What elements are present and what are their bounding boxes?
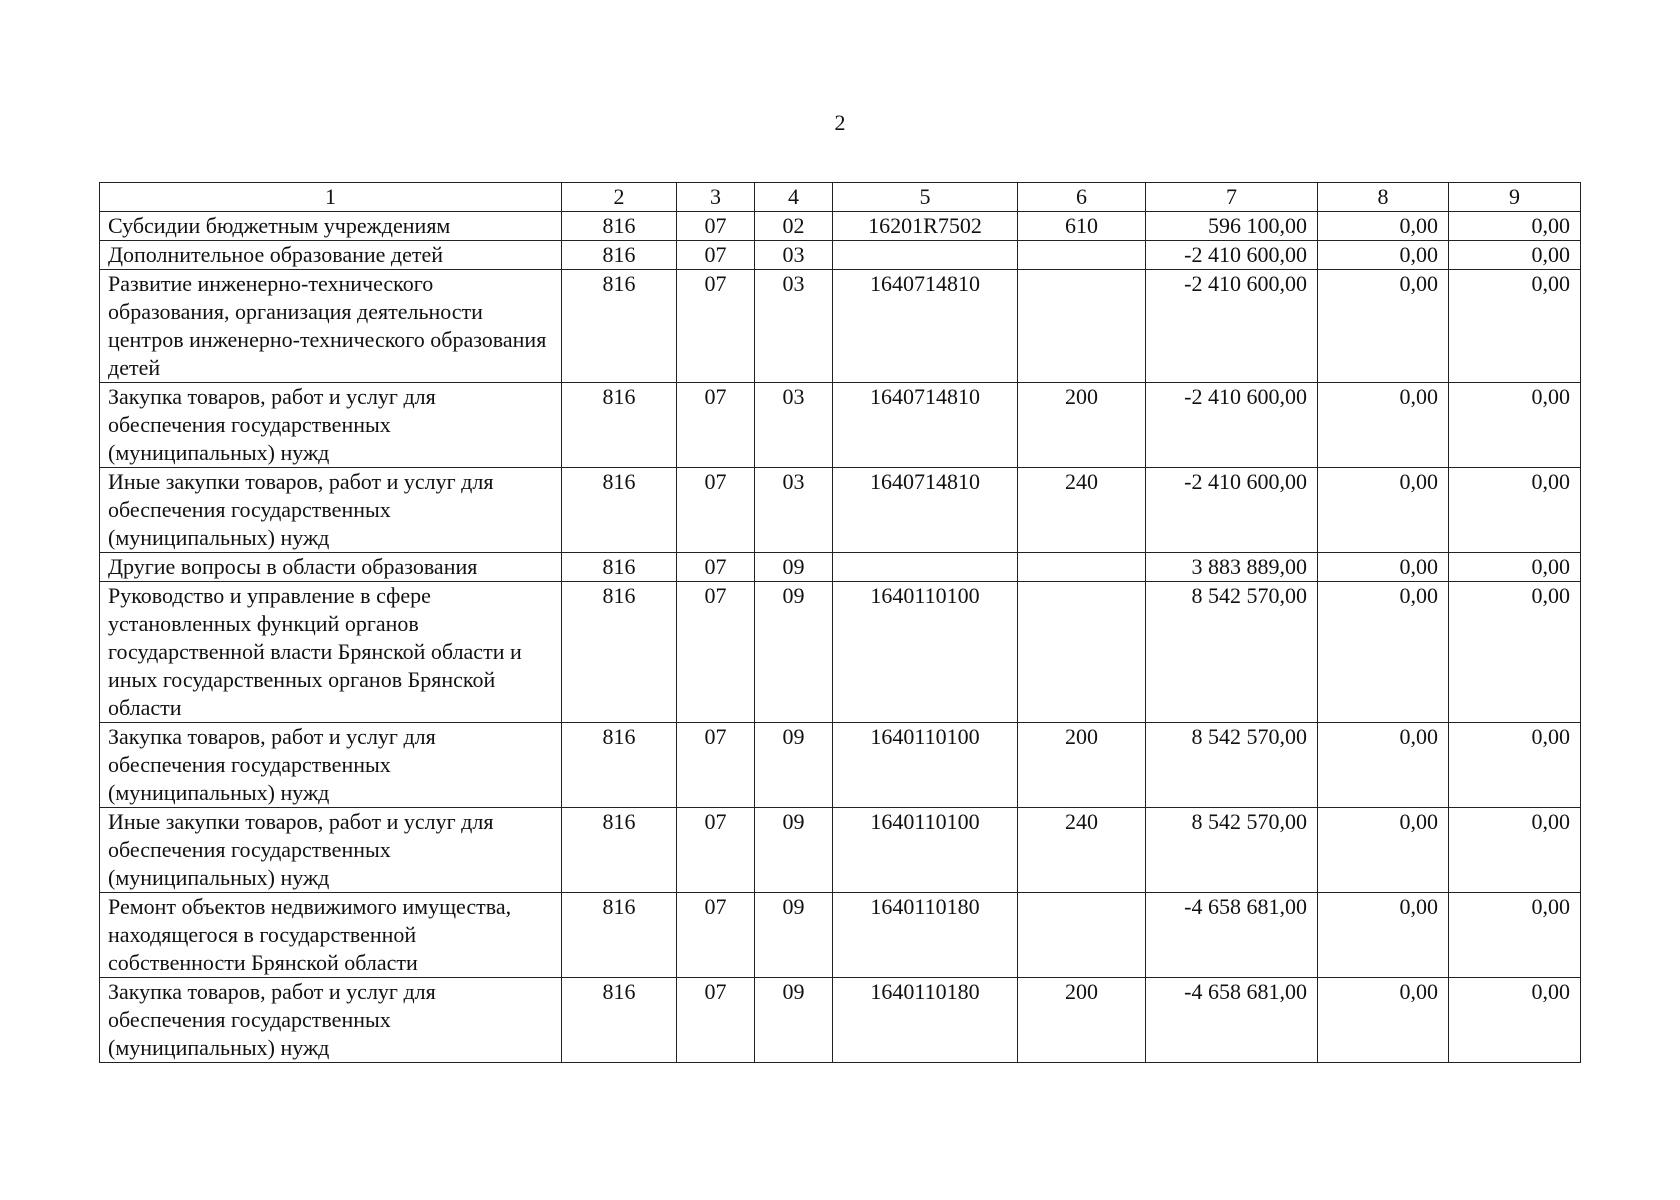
amount-year3-cell: 0,00: [1449, 241, 1581, 270]
expense-type-cell: [1018, 582, 1146, 723]
ministry-code-cell: 816: [562, 582, 677, 723]
amount-year2-cell: 0,00: [1318, 893, 1449, 978]
section-code-cell: 07: [677, 270, 755, 383]
expense-type-cell: 610: [1018, 212, 1146, 241]
amount-year3-cell: 0,00: [1449, 383, 1581, 468]
subsection-code-cell: 03: [755, 468, 833, 553]
section-code-cell: 07: [677, 582, 755, 723]
ministry-code-cell: 816: [562, 808, 677, 893]
amount-year2-cell: 0,00: [1318, 553, 1449, 582]
section-code-cell: 07: [677, 978, 755, 1063]
target-article-cell: 1640714810: [833, 270, 1018, 383]
page-number: 2: [834, 110, 846, 135]
row-name-cell: Руководство и управление в сфере установленных функций органов государственной власти Брянской области и иных государственных органов Брянской области: [100, 582, 562, 723]
amount-year2-cell: 0,00: [1318, 468, 1449, 553]
target-article-cell: 1640110180: [833, 978, 1018, 1063]
section-code-cell: 07: [677, 383, 755, 468]
subsection-code-cell: 09: [755, 723, 833, 808]
amount-year3-cell: 0,00: [1449, 808, 1581, 893]
row-name-cell: Дополнительное образование детей: [100, 241, 562, 270]
ministry-code-cell: 816: [562, 212, 677, 241]
amount-year2-cell: 0,00: [1318, 582, 1449, 723]
amount-cell: 8 542 570,00: [1146, 723, 1318, 808]
amount-year2-cell: 0,00: [1318, 212, 1449, 241]
target-article-cell: 1640714810: [833, 468, 1018, 553]
ministry-code-cell: 816: [562, 383, 677, 468]
table-row: [100, 723, 1581, 808]
target-article-cell: 16201R7502: [833, 212, 1018, 241]
amount-cell: -2 410 600,00: [1146, 468, 1318, 553]
amount-year3-cell: 0,00: [1449, 723, 1581, 808]
ministry-code-cell: 816: [562, 978, 677, 1063]
amount-cell: 3 883 889,00: [1146, 553, 1318, 582]
row-name-cell: Закупка товаров, работ и услуг для обеспечения государственных (муниципальных) нужд: [100, 723, 562, 808]
subsection-code-cell: 03: [755, 241, 833, 270]
header-cell: 2: [562, 183, 677, 212]
expense-type-cell: 200: [1018, 383, 1146, 468]
header-cell: 6: [1018, 183, 1146, 212]
amount-year3-cell: 0,00: [1449, 582, 1581, 723]
section-code-cell: 07: [677, 212, 755, 241]
ministry-code-cell: 816: [562, 723, 677, 808]
expense-type-cell: [1018, 553, 1146, 582]
amount-cell: -2 410 600,00: [1146, 241, 1318, 270]
header-cell: 7: [1146, 183, 1318, 212]
amount-cell: -4 658 681,00: [1146, 978, 1318, 1063]
section-code-cell: 07: [677, 723, 755, 808]
row-name-cell: Закупка товаров, работ и услуг для обеспечения государственных (муниципальных) нужд: [100, 383, 562, 468]
amount-cell: 8 542 570,00: [1146, 582, 1318, 723]
budget-table: [99, 182, 1581, 1063]
target-article-cell: [833, 553, 1018, 582]
table-row: [100, 582, 1581, 723]
amount-year2-cell: 0,00: [1318, 723, 1449, 808]
amount-year3-cell: 0,00: [1449, 553, 1581, 582]
table-row: [100, 212, 1581, 241]
target-article-cell: 1640110180: [833, 893, 1018, 978]
subsection-code-cell: 09: [755, 553, 833, 582]
amount-year3-cell: 0,00: [1449, 978, 1581, 1063]
section-code-cell: 07: [677, 893, 755, 978]
header-cell: 8: [1318, 183, 1449, 212]
amount-year2-cell: 0,00: [1318, 808, 1449, 893]
amount-year2-cell: 0,00: [1318, 270, 1449, 383]
expense-type-cell: [1018, 893, 1146, 978]
table-row: [100, 383, 1581, 468]
amount-year2-cell: 0,00: [1318, 978, 1449, 1063]
section-code-cell: 07: [677, 241, 755, 270]
amount-year2-cell: 0,00: [1318, 383, 1449, 468]
row-name-cell: Ремонт объектов недвижимого имущества, находящегося в государственной собственности Брянской области: [100, 893, 562, 978]
section-code-cell: 07: [677, 808, 755, 893]
ministry-code-cell: 816: [562, 893, 677, 978]
amount-cell: 8 542 570,00: [1146, 808, 1318, 893]
expense-type-cell: 240: [1018, 808, 1146, 893]
expense-type-cell: 240: [1018, 468, 1146, 553]
target-article-cell: 1640110100: [833, 582, 1018, 723]
table-row: [100, 808, 1581, 893]
header-cell: 3: [677, 183, 755, 212]
ministry-code-cell: 816: [562, 553, 677, 582]
amount-year3-cell: 0,00: [1449, 468, 1581, 553]
subsection-code-cell: 09: [755, 893, 833, 978]
subsection-code-cell: 09: [755, 978, 833, 1063]
subsection-code-cell: 03: [755, 383, 833, 468]
section-code-cell: 07: [677, 553, 755, 582]
target-article-cell: 1640714810: [833, 383, 1018, 468]
target-article-cell: [833, 241, 1018, 270]
expense-type-cell: 200: [1018, 978, 1146, 1063]
amount-cell: 596 100,00: [1146, 212, 1318, 241]
expense-type-cell: [1018, 270, 1146, 383]
amount-cell: -4 658 681,00: [1146, 893, 1318, 978]
ministry-code-cell: 816: [562, 468, 677, 553]
amount-cell: -2 410 600,00: [1146, 383, 1318, 468]
table-header-row: [100, 183, 1581, 212]
header-cell: 5: [833, 183, 1018, 212]
expense-type-cell: [1018, 241, 1146, 270]
amount-year3-cell: 0,00: [1449, 212, 1581, 241]
table-row: [100, 270, 1581, 383]
subsection-code-cell: 02: [755, 212, 833, 241]
amount-year3-cell: 0,00: [1449, 270, 1581, 383]
target-article-cell: 1640110100: [833, 808, 1018, 893]
amount-year2-cell: 0,00: [1318, 241, 1449, 270]
header-cell: 9: [1449, 183, 1581, 212]
target-article-cell: 1640110100: [833, 723, 1018, 808]
table-row: [100, 893, 1581, 978]
row-name-cell: Субсидии бюджетным учреждениям: [100, 212, 562, 241]
header-cell: 1: [100, 183, 562, 212]
subsection-code-cell: 09: [755, 582, 833, 723]
section-code-cell: 07: [677, 468, 755, 553]
amount-year3-cell: 0,00: [1449, 893, 1581, 978]
ministry-code-cell: 816: [562, 270, 677, 383]
row-name-cell: Закупка товаров, работ и услуг для обеспечения государственных (муниципальных) нужд: [100, 978, 562, 1063]
row-name-cell: Иные закупки товаров, работ и услуг для обеспечения государственных (муниципальных) нужд: [100, 808, 562, 893]
amount-cell: -2 410 600,00: [1146, 270, 1318, 383]
row-name-cell: Иные закупки товаров, работ и услуг для обеспечения государственных (муниципальных) нужд: [100, 468, 562, 553]
table-row: [100, 468, 1581, 553]
subsection-code-cell: 03: [755, 270, 833, 383]
table-row: [100, 978, 1581, 1063]
row-name-cell: Развитие инженерно-технического образования, организация деятельности центров инженерно-технического образования детей: [100, 270, 562, 383]
ministry-code-cell: 816: [562, 241, 677, 270]
subsection-code-cell: 09: [755, 808, 833, 893]
expense-type-cell: 200: [1018, 723, 1146, 808]
header-cell: 4: [755, 183, 833, 212]
row-name-cell: Другие вопросы в области образования: [100, 553, 562, 582]
table-row: [100, 553, 1581, 582]
table-row: [100, 241, 1581, 270]
